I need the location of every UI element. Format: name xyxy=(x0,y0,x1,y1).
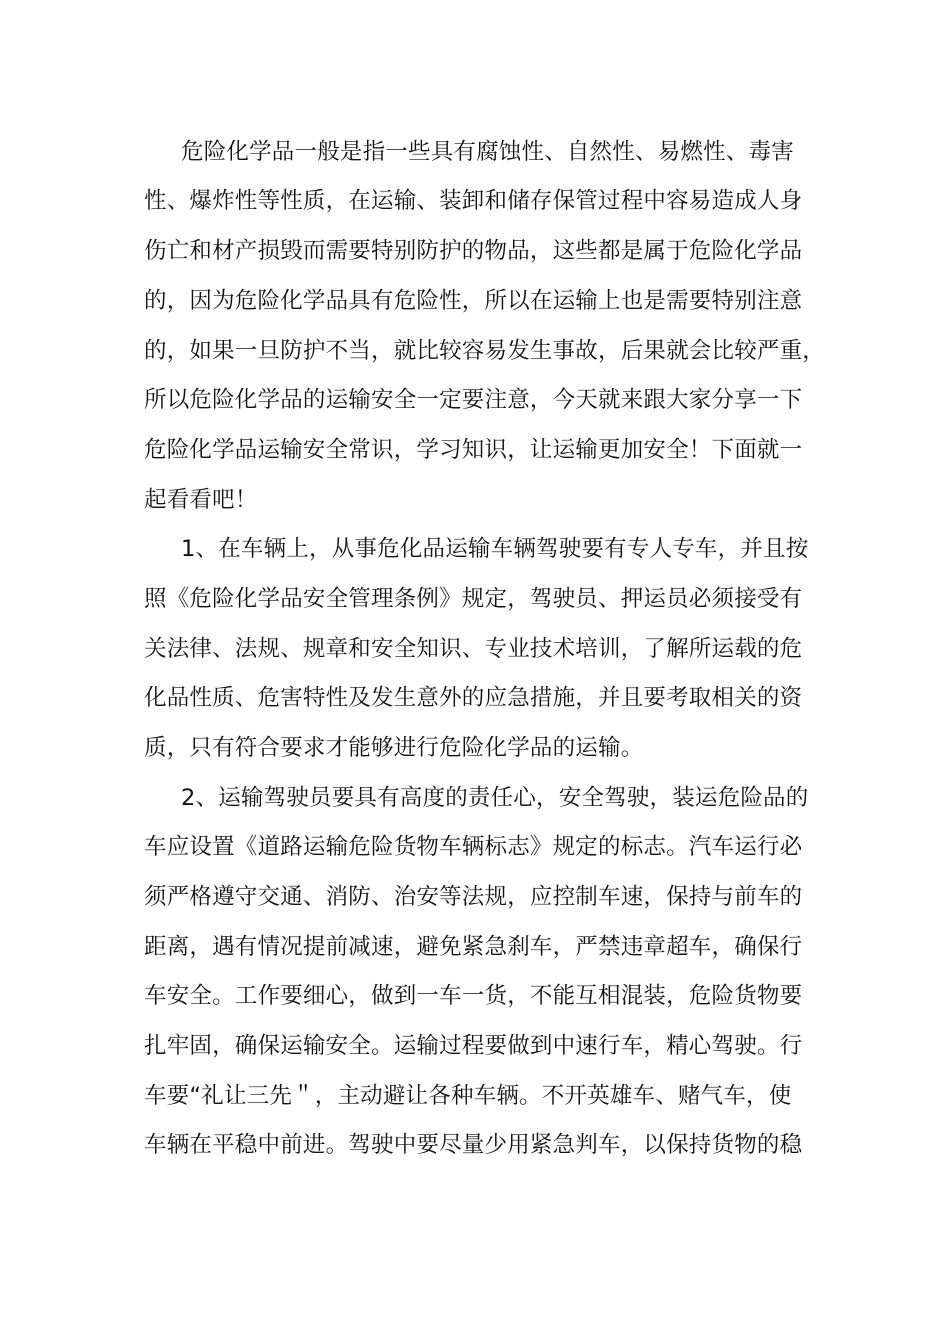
paragraph-3-line-1: 2、运输驾驶员要具有高度的责任心，安全驾驶，装运危险品的 xyxy=(181,785,809,811)
paragraph-3-line-4: 距离，遇有情况提前减速，避免紧急刹车，严禁违章超车，确保行 xyxy=(144,934,803,960)
paragraph-1-line-4: 的，因为危险化学品具有危险性，所以在运输上也是需要特别注意 xyxy=(144,288,803,314)
paragraph-3-line-8: 车辆在平稳中前进。驾驶中要尽量少用紧急判车，以保持货物的稳 xyxy=(144,1132,803,1158)
paragraph-1-line-2: 性、爆炸性等性质，在运输、装卸和储存保管过程中容易造成人身 xyxy=(144,188,803,214)
paragraph-1-line-7: 危险化学品运输安全常识，学习知识，让运输更加安全！下面就一 xyxy=(144,437,803,463)
paragraph-3-line-6: 扎牢固，确保运输安全。运输过程要做到中速行车，精心驾驶。行 xyxy=(144,1033,803,1059)
paragraph-2-line-2: 照《危险化学品安全管理条例》规定，驾驶员、押运员必须接受有 xyxy=(144,586,803,612)
paragraph-1-line-3: 伤亡和材产损毁而需要特别防护的物品，这些都是属于危险化学品 xyxy=(144,238,803,264)
paragraph-2-line-5: 质，只有符合要求才能够进行危险化学品的运输。 xyxy=(144,735,644,761)
paragraph-1-line-6: 所以危险化学品的运输安全一定要注意，今天就来跟大家分享一下 xyxy=(144,387,803,413)
paragraph-1-line-8: 起看看吧！ xyxy=(144,487,258,513)
paragraph-3-line-3: 须严格遵守交通、消防、治安等法规，应控制车速，保持与前车的 xyxy=(144,884,803,910)
paragraph-3-line-5: 车安全。工作要细心，做到一车一货，不能互相混装，危险货物要 xyxy=(144,983,803,1009)
paragraph-1-line-1: 危险化学品一般是指一些具有腐蚀性、自然性、易燃性、毒害 xyxy=(181,139,794,165)
paragraph-3-line-2: 车应设置《道路运输危险货物车辆标志》规定的标志。汽车运行必 xyxy=(144,834,803,860)
paragraph-2-line-4: 化品性质、危害特性及发生意外的应急措施，并且要考取相关的资 xyxy=(144,685,803,711)
paragraph-2-line-1: 1、在车辆上，从事危化品运输车辆驾驶要有专人专车，并且按 xyxy=(181,536,809,562)
paragraph-3-line-7: 车要“礼让三先＂，主动避让各种车辆。不开英雄车、赌气车，使 xyxy=(144,1083,792,1109)
paragraph-1-line-5: 的，如果一旦防护不当，就比较容易发生事故，后果就会比较严重， xyxy=(144,338,826,364)
paragraph-2-line-3: 关法律、法规、规章和安全知识、专业技术培训，了解所运载的危 xyxy=(144,636,803,662)
